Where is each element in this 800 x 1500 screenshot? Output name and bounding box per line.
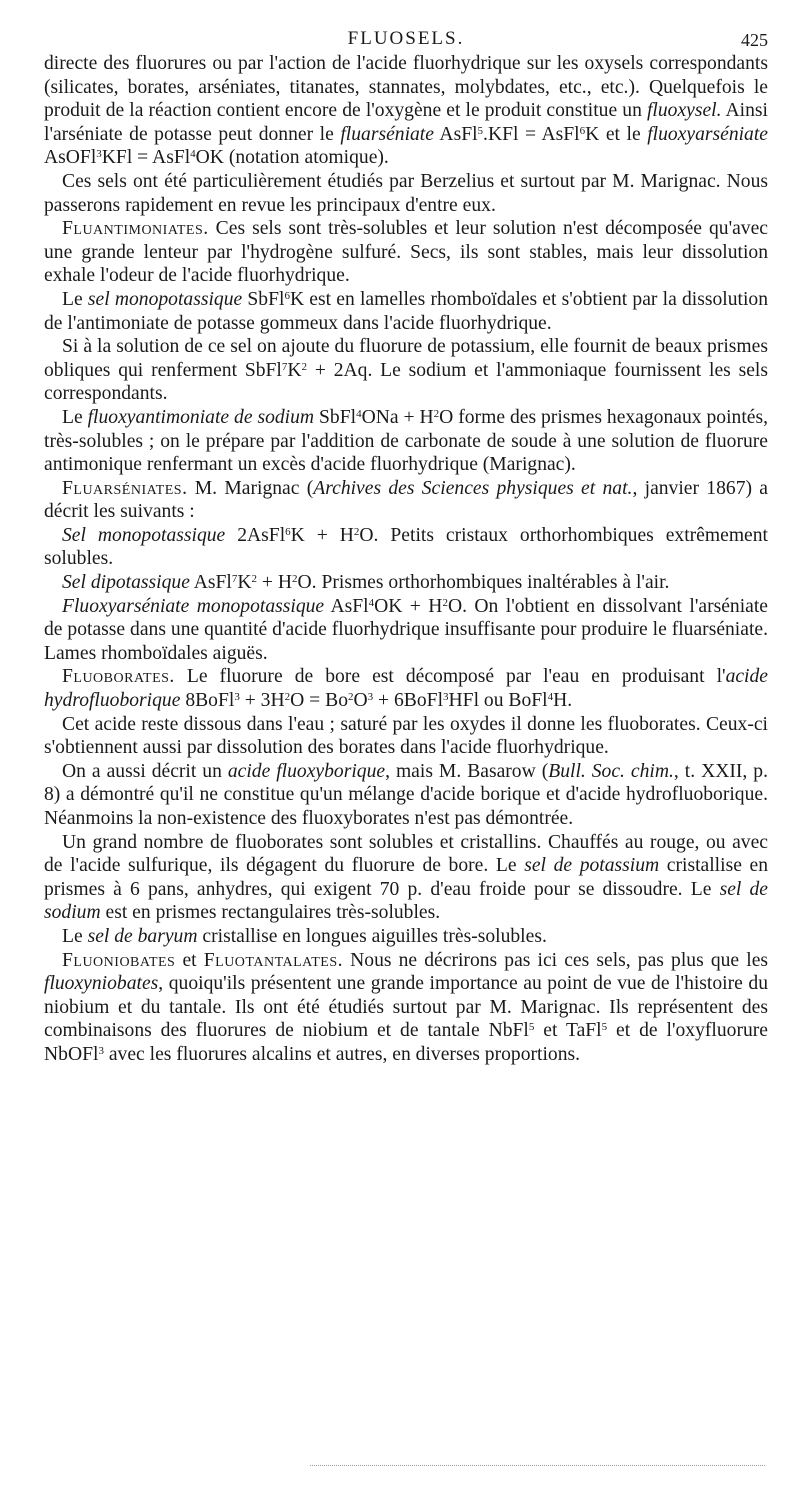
paragraph-fluoniobates: Fluoniobates et Fluotantalates. Nous ne décrirons pas ici ces sels, pas plus que les fluoxyniobates, quoiqu'ils présentent une grande importance au point de vue de l'histoire du niobium et du tantale. Ils ont été étudiés surtout par M. Marignac. Ils représentent des combinaisons des fluorures de niobium et de tantale NbFl$^5$ et TaFl$^5$ et de l'oxyfluorure NbOFl$^3$ avec les fluorures alcalins et autres, en diverses proportions.	[44, 949, 769, 1065]
paragraph-2: Ces sels ont été particulièrement étudiés par Berzelius et surtout par M. Marignac. Nous passerons rapidement en revue les principaux d'entre eux.	[44, 170, 768, 216]
paragraph-14: Un grand nombre de fluoborates sont solubles et cristallins. Chauffés au rouge, ou avec de l'acide sulfurique, ils dégagent du fluorure de bore. Le sel de potassium cristallise en prismes à 6 pans, anhydres, qui exigent 70 p. d'eau froide pour se dissoudre. Le sel de sodium est en prismes rectangulaires très-solubles.	[44, 831, 769, 924]
paragraph-fluantimoniates: Fluantimoniates. Ces sels sont très-solubles et leur solution n'est décomposée qu'avec une grande lenteur par l'hydrogène sulfuré. Secs, ils sont stables, mais leur dissolution exhale l'odeur de l'acide fluorhydrique.	[44, 218, 768, 287]
paragraph-6: Le fluoxyantimoniate de sodium SbFl$^4$ONa + $H^2O$ forme des prismes hexagonaux pointés, très-solubles ; on le prépare par l'addition de carbonate de soude à une solution de fluorure antimonique renfermant un excès d'acide fluorhydrique (Marignac).	[44, 406, 768, 476]
section-heading-fluotantalates: Fluotantalates.	[203, 949, 344, 971]
paragraph-fluoborates: Fluoborates. Le fluorure de bore est décomposé par l'eau en produisant l'acide hydrofluoborique 8BoFl$^3$ + $3H^2O = Bo^2O^3$ + 6BoFl$^3$HFl ou BoFl$^4$H.	[44, 666, 768, 712]
paragraph-4: Le sel monopotassique SbFl$^6$K est en lamelles rhomboïdales et s'obtient par la dissolution de l'antimoniate de potasse gommeux dans l'acide fluorhydrique.	[44, 288, 768, 334]
paragraph-10: Fluoxyarséniate monopotassique AsFl$^4$OK + $H^2O$. On l'obtient en dissolvant l'arséniate de potasse dans une quantité d'acide fluorhydrique insuffisante pour produire le fluarséniate. Lames rhomboïdales aiguës.	[44, 595, 768, 664]
paragraph-13: On a aussi décrit un acide fluoxyborique, mais M. Basarow (Bull. Soc. chim., t. XXII, p. 8) a démontré qu'il ne constitue qu'un mélange d'acide borique et d'acide hydrofluoborique. Néanmoins la non-existence des fluoxyborates n'est pas démontrée.	[44, 760, 768, 829]
section-heading-fluantimoniates: Fluantimoniates.	[62, 218, 209, 240]
page-header	[44, 22, 768, 52]
section-heading-fluarseniates: Fluarséniates.	[62, 477, 188, 499]
paragraph-5: Si à la solution de ce sel on ajoute du fluorure de potassium, elle fournit de beaux prismes obliques qui renferment $SbFl^7K^2 + 2Aq$. Le sodium et l'ammoniaque fournissent les sels correspondants.	[44, 336, 768, 405]
book-page	[44, 22, 768, 1067]
section-heading-fluoniobates: Fluoniobates	[62, 949, 176, 971]
paragraph-9: Sel dipotassique $AsFl^7K^2 + H^2O$. Prismes orthorhombiques inaltérables à l'air.	[62, 572, 670, 594]
section-heading-fluoborates: Fluoborates.	[62, 666, 175, 688]
paragraph-12: Cet acide reste dissous dans l'eau ; saturé par les oxydes il donne les fluoborates. Ceux-ci s'obtiennent aussi par dissolution des borates dans l'acide fluorhydrique.	[44, 713, 768, 759]
footer-rule	[310, 1465, 765, 1466]
paragraph-15: Le sel de baryum cristallise en longues aiguilles très-solubles.	[62, 925, 547, 947]
page-body	[44, 52, 768, 1067]
running-title: FLUOSELS.	[347, 28, 465, 49]
paragraph-1: directe des fluorures ou par l'action de l'acide fluorhydrique sur les oxysels correspondants (silicates, borates, arséniates, titanates, stannates, molybdates, etc., etc.). Quelquefois le produit de la réaction contient encore de l'oxygène et le produit constitue un fluoxysel. Ainsi l'arséniate de potasse peut donner le fluarséniate AsFl$^5$.KFl = AsFl$^6$K et le fluoxyarséniate AsOFl$^3$KFl = AsFl$^4$OK (notation atomique).	[44, 53, 768, 169]
page-number: 425	[741, 30, 768, 50]
paragraph-fluarseniates: Fluarséniates. M. Marignac (Archives des Sciences physiques et nat., janvier 1867) a décrit les suivants :	[44, 477, 769, 523]
paragraph-8: Sel monopotassique 2AsFl$^6$K + $H^2O$. Petits cristaux orthorhombiques extrêmement solubles.	[44, 524, 768, 570]
